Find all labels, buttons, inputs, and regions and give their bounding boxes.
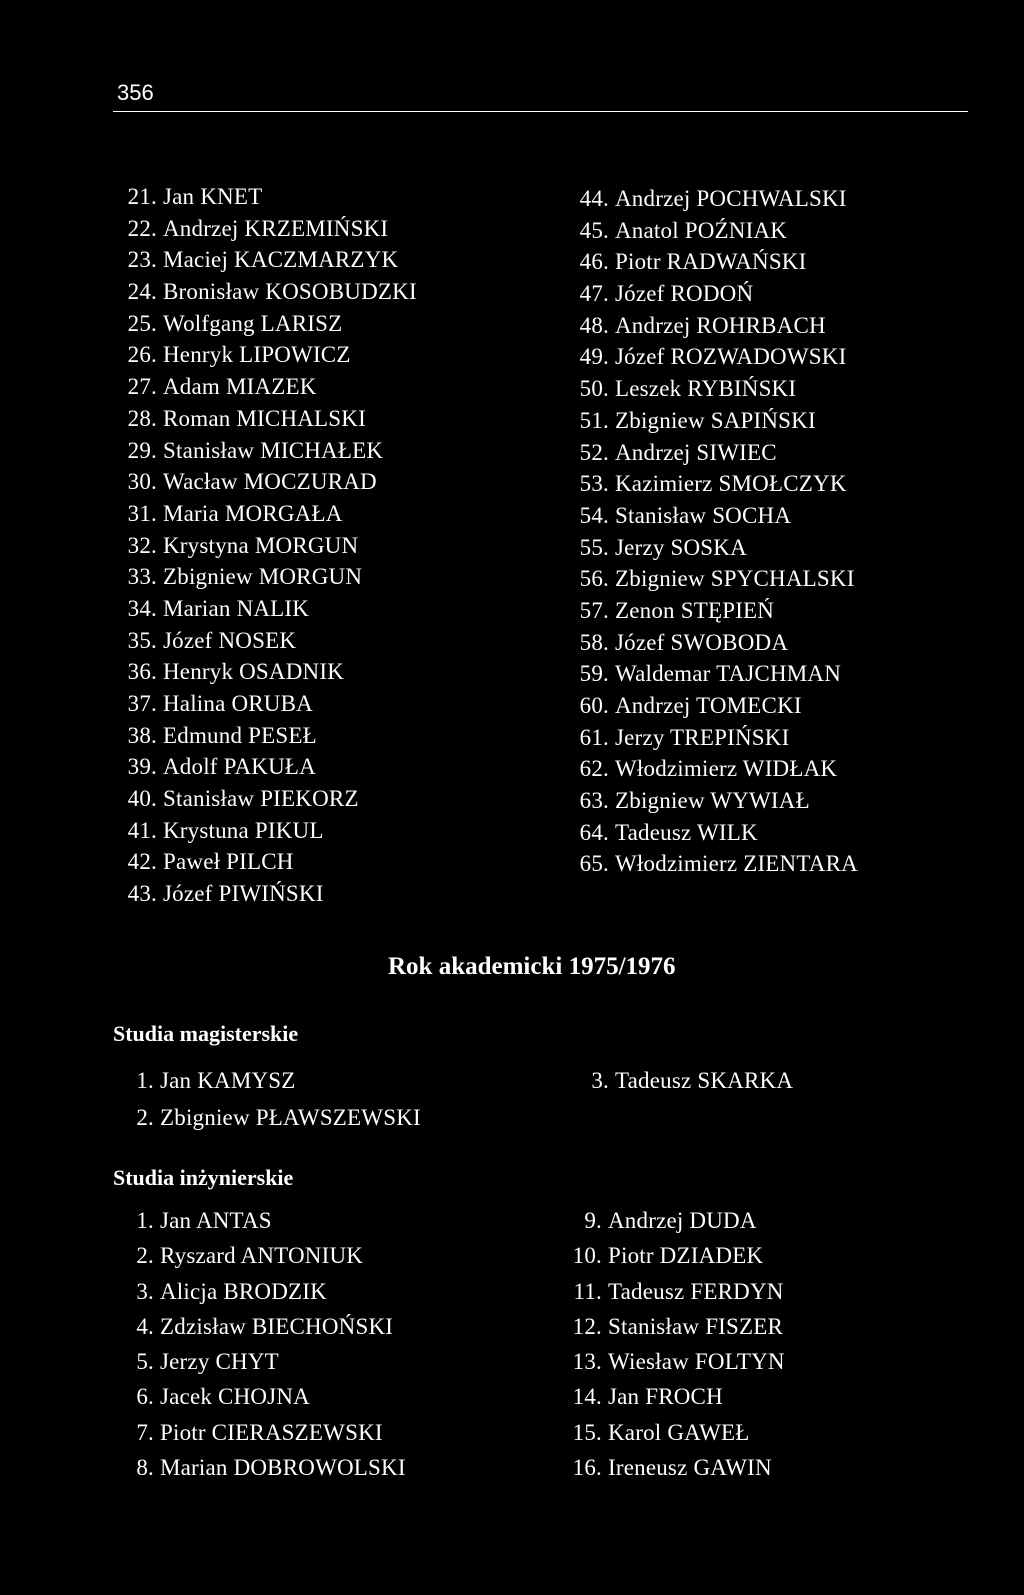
person-name: Jan KNET — [163, 184, 263, 209]
list-item — [117, 498, 417, 530]
item-number: 15. — [572, 1419, 602, 1445]
roster-left-column — [117, 181, 417, 910]
item-number: 2. — [136, 1105, 154, 1130]
list-item — [562, 1238, 785, 1273]
person-name: Stanisław MICHAŁEK — [163, 437, 384, 463]
item-number: 65. — [579, 851, 609, 877]
item-number: 1. — [136, 1208, 154, 1233]
person-name: Piotr CIERASZEWSKI — [160, 1419, 383, 1445]
person-name: Halina ORUBA — [163, 691, 313, 716]
list-item — [117, 276, 417, 308]
list-item — [571, 817, 858, 849]
list-item — [117, 593, 417, 625]
person-name: Marian NALIK — [163, 595, 310, 621]
person-name: Józef RODOŃ — [615, 281, 754, 307]
item-number: 53. — [579, 471, 609, 497]
list-item — [124, 1238, 406, 1273]
item-number: 14. — [572, 1384, 602, 1410]
person-name: Józef NOSEK — [163, 627, 297, 653]
list-item — [562, 1274, 785, 1309]
person-name: Adam MIAZEK — [163, 374, 317, 400]
item-number: 57. — [579, 597, 609, 623]
person-name: Waldemar TAJCHMAN — [615, 661, 842, 687]
item-number: 6. — [136, 1384, 154, 1410]
person-name: Andrzej KRZEMIŃSKI — [163, 215, 389, 241]
list-item — [562, 1415, 785, 1450]
person-name: Ireneusz GAWIN — [608, 1455, 772, 1481]
item-number: 3. — [136, 1278, 154, 1304]
person-name: Piotr DZIADEK — [608, 1243, 764, 1269]
person-name: Jerzy SOSKA — [615, 534, 747, 560]
person-name: Tadeusz FERDYN — [608, 1278, 784, 1304]
item-number: 50. — [579, 376, 609, 402]
item-number: 59. — [579, 661, 609, 687]
list-item — [124, 1450, 406, 1485]
item-number: 62. — [579, 756, 609, 782]
inzynierskie-heading: Studia inżynierskie — [113, 1165, 294, 1190]
item-number: 44. — [579, 186, 609, 211]
list-item — [117, 308, 417, 340]
list-item — [117, 688, 417, 720]
person-name: Tadeusz WILK — [615, 819, 758, 845]
list-item — [117, 625, 417, 657]
item-number: 13. — [572, 1349, 602, 1375]
inzynierskie-left-list — [124, 1203, 406, 1485]
list-item — [117, 656, 417, 688]
header-rule — [113, 111, 968, 112]
item-number: 52. — [579, 439, 609, 465]
item-number: 46. — [579, 249, 609, 275]
list-item — [571, 627, 858, 659]
person-name: Zbigniew PŁAWSZEWSKI — [160, 1105, 421, 1130]
list-item — [571, 500, 858, 532]
list-item — [571, 341, 858, 373]
person-name: Maciej KACZMARZYK — [163, 247, 399, 273]
person-name: Józef ROZWADOWSKI — [615, 344, 847, 370]
item-number: 63. — [579, 788, 609, 814]
person-name: Kazimierz SMOŁCZYK — [615, 471, 847, 497]
person-name: Zbigniew SPYCHALSKI — [615, 566, 855, 592]
person-name: Maria MORGAŁA — [163, 500, 343, 526]
list-item — [117, 846, 417, 878]
list-item — [571, 785, 858, 817]
list-item — [562, 1450, 785, 1485]
list-item — [117, 371, 417, 403]
item-number: 49. — [579, 344, 609, 370]
list-item — [124, 1344, 406, 1379]
list-item — [117, 783, 417, 815]
item-number: 25. — [127, 310, 157, 336]
item-number: 24. — [127, 279, 157, 305]
list-item — [117, 561, 417, 593]
item-number: 26. — [127, 342, 157, 368]
item-number: 38. — [127, 722, 157, 748]
person-name: Andrzej SIWIEC — [615, 439, 777, 465]
item-number: 16. — [572, 1455, 602, 1481]
person-name: Andrzej ROHRBACH — [615, 312, 826, 338]
page-number: 356 — [117, 80, 154, 105]
list-item — [562, 1309, 785, 1344]
person-name: Krystuna PIKUL — [163, 817, 324, 843]
person-name: Jan FROCH — [608, 1384, 723, 1410]
item-number: 8. — [136, 1455, 154, 1481]
item-number: 47. — [579, 281, 609, 307]
item-number: 35. — [127, 627, 157, 653]
list-item — [571, 215, 858, 247]
person-name: Bronisław KOSOBUDZKI — [163, 279, 417, 305]
person-name: Piotr RADWAŃSKI — [615, 249, 807, 275]
list-item — [117, 720, 417, 752]
item-number: 7. — [136, 1419, 154, 1445]
person-name: Adolf PAKUŁA — [163, 754, 316, 780]
person-name: Wiesław FOLTYN — [608, 1349, 785, 1375]
list-item — [571, 532, 858, 564]
item-number: 56. — [579, 566, 609, 592]
item-number: 43. — [127, 881, 157, 907]
list-item — [571, 278, 858, 310]
list-item — [117, 244, 417, 276]
item-number: 51. — [579, 407, 609, 433]
person-name: Jan ANTAS — [160, 1208, 272, 1233]
list-item — [571, 595, 858, 627]
list-item — [124, 1415, 406, 1450]
item-number: 10. — [572, 1243, 602, 1269]
list-item — [571, 373, 858, 405]
person-name: Włodzimierz ZIENTARA — [615, 851, 858, 877]
item-number: 37. — [127, 691, 157, 716]
person-name: Andrzej POCHWALSKI — [615, 186, 847, 211]
person-name: Edmund PESEŁ — [163, 722, 317, 748]
item-number: 45. — [579, 217, 609, 243]
item-number: 58. — [579, 629, 609, 655]
person-name: Stanisław PIEKORZ — [163, 786, 359, 812]
list-item — [117, 815, 417, 847]
item-number: 23. — [127, 247, 157, 273]
item-number: 42. — [127, 849, 157, 875]
person-name: Krystyna MORGUN — [163, 532, 359, 558]
person-name: Henryk LIPOWICZ — [163, 342, 351, 368]
magisterskie-heading: Studia magisterskie — [113, 1021, 299, 1046]
item-number: 48. — [579, 312, 609, 338]
person-name: Józef PIWIŃSKI — [163, 881, 324, 907]
list-item — [571, 563, 858, 595]
person-name: Zbigniew MORGUN — [163, 564, 363, 590]
list-item — [579, 1062, 793, 1099]
list-item — [562, 1344, 785, 1379]
item-number: 41. — [127, 817, 157, 843]
list-item — [571, 405, 858, 437]
list-item — [571, 437, 858, 469]
item-number: 54. — [579, 502, 609, 528]
person-name: Zenon STĘPIEŃ — [615, 597, 775, 623]
list-item — [571, 310, 858, 342]
item-number: 61. — [579, 724, 609, 750]
item-number: 27. — [127, 374, 157, 400]
roster-right-column — [571, 183, 858, 880]
item-number: 21. — [127, 184, 157, 209]
list-item — [124, 1309, 406, 1344]
person-name: Stanisław FISZER — [608, 1313, 784, 1339]
list-item — [117, 466, 417, 498]
person-name: Jacek CHOJNA — [160, 1384, 310, 1410]
person-name: Jerzy TREPIŃSKI — [615, 724, 790, 750]
person-name: Wolfgang LARISZ — [163, 310, 343, 336]
person-name: Wacław MOCZURAD — [163, 469, 377, 495]
person-name: Anatol POŹNIAK — [615, 217, 788, 243]
item-number: 32. — [127, 532, 157, 558]
person-name: Leszek RYBIŃSKI — [615, 376, 797, 402]
list-item — [571, 658, 858, 690]
person-name: Roman MICHALSKI — [163, 405, 366, 431]
list-item — [124, 1099, 421, 1136]
person-name: Marian DOBROWOLSKI — [160, 1455, 406, 1481]
list-item — [571, 848, 858, 880]
list-item — [124, 1274, 406, 1309]
person-name: Henryk OSADNIK — [163, 659, 345, 685]
item-number: 40. — [127, 786, 157, 812]
inzynierskie-right-list — [562, 1203, 785, 1485]
list-item — [571, 183, 858, 215]
list-item — [124, 1379, 406, 1414]
item-number: 22. — [127, 215, 157, 241]
magisterskie-left-list — [124, 1062, 421, 1136]
item-number: 3. — [591, 1068, 609, 1093]
item-number: 33. — [127, 564, 157, 590]
list-item — [571, 246, 858, 278]
item-number: 36. — [127, 659, 157, 685]
list-item — [571, 753, 858, 785]
list-item — [562, 1203, 785, 1238]
person-name: Zbigniew SAPIŃSKI — [615, 407, 816, 433]
list-item — [571, 722, 858, 754]
person-name: Stanisław SOCHA — [615, 502, 792, 528]
item-number: 34. — [127, 595, 157, 621]
person-name: Jan KAMYSZ — [160, 1068, 296, 1093]
list-item — [117, 435, 417, 467]
item-number: 30. — [127, 469, 157, 495]
list-item — [562, 1379, 785, 1414]
list-item — [124, 1203, 406, 1238]
item-number: 2. — [136, 1243, 154, 1269]
list-item — [117, 181, 417, 213]
item-number: 64. — [579, 819, 609, 845]
item-number: 4. — [136, 1313, 154, 1339]
person-name: Tadeusz SKARKA — [615, 1068, 794, 1093]
item-number: 9. — [584, 1208, 602, 1233]
person-name: Jerzy CHYT — [160, 1349, 279, 1375]
item-number: 55. — [579, 534, 609, 560]
item-number: 28. — [127, 405, 157, 431]
item-number: 1. — [136, 1068, 154, 1093]
person-name: Andrzej TOMECKI — [615, 693, 802, 718]
person-name: Zdzisław BIECHOŃSKI — [160, 1313, 394, 1339]
person-name: Włodzimierz WIDŁAK — [615, 756, 838, 782]
list-item — [117, 339, 417, 371]
list-item — [117, 751, 417, 783]
item-number: 60. — [579, 693, 609, 718]
list-item — [117, 403, 417, 435]
item-number: 39. — [127, 754, 157, 780]
item-number: 12. — [572, 1313, 602, 1339]
list-item — [117, 530, 417, 562]
person-name: Andrzej DUDA — [608, 1208, 757, 1233]
person-name: Karol GAWEŁ — [608, 1419, 750, 1445]
person-name: Józef SWOBODA — [615, 629, 789, 655]
list-item — [571, 690, 858, 722]
magisterskie-right-list — [579, 1062, 793, 1099]
person-name: Ryszard ANTONIUK — [160, 1243, 364, 1269]
list-item — [117, 878, 417, 910]
person-name: Paweł PILCH — [163, 849, 294, 875]
list-item — [124, 1062, 421, 1099]
person-name: Alicja BRODZIK — [160, 1278, 327, 1304]
academic-year-title: Rok akademicki 1975/1976 — [388, 953, 676, 980]
item-number: 11. — [573, 1278, 602, 1304]
item-number: 5. — [136, 1349, 154, 1375]
list-item — [117, 213, 417, 245]
person-name: Zbigniew WYWIAŁ — [615, 788, 810, 814]
item-number: 31. — [127, 500, 157, 526]
item-number: 29. — [127, 437, 157, 463]
list-item — [571, 468, 858, 500]
